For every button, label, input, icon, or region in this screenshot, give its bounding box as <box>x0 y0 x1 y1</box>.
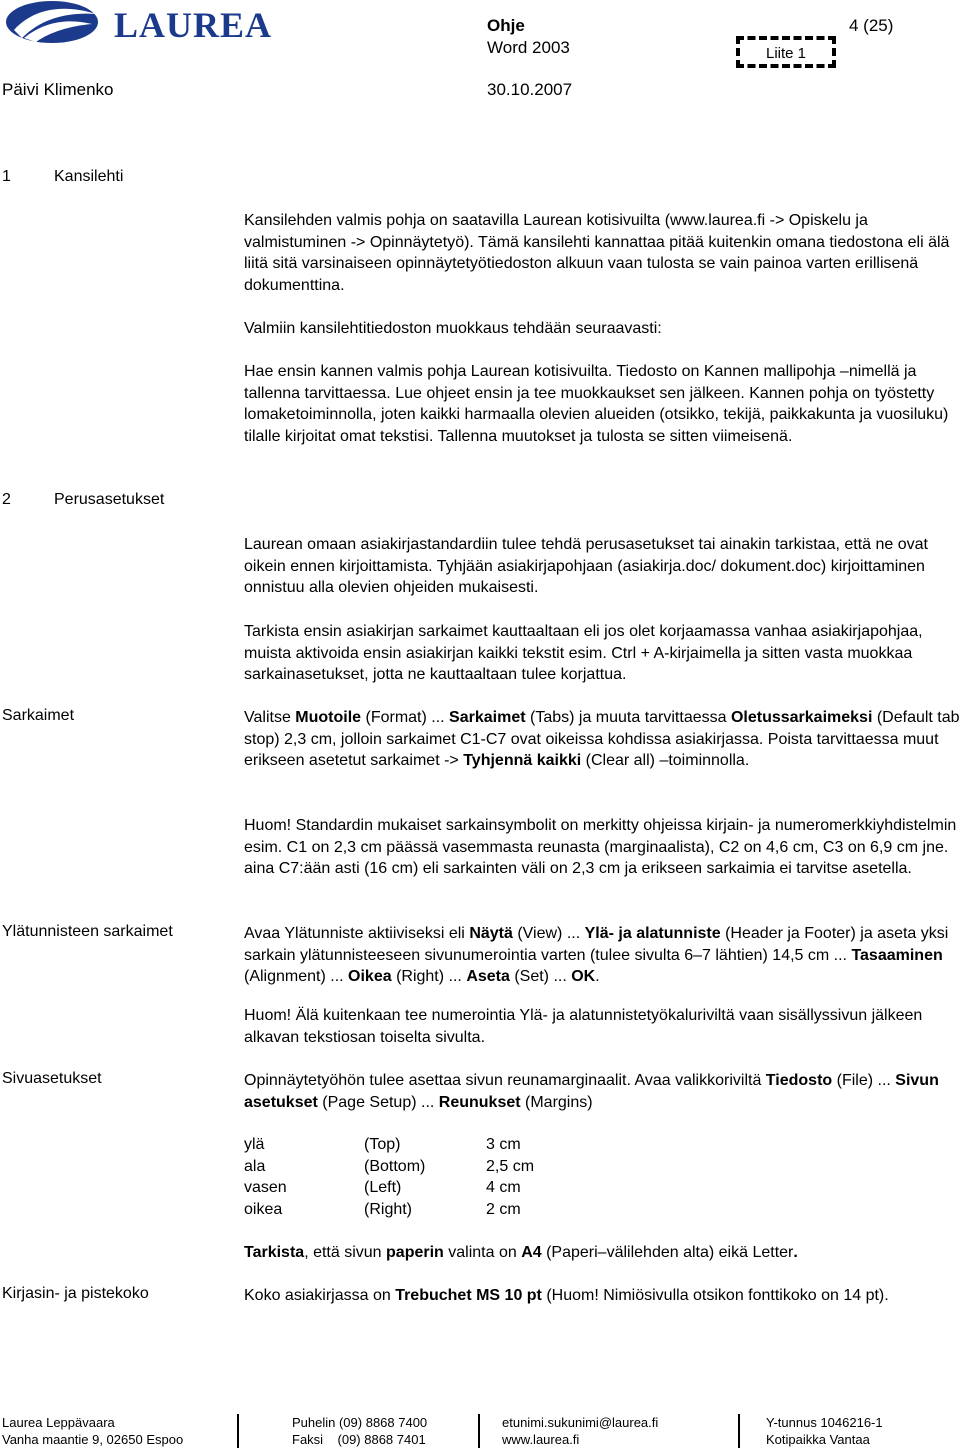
margin-en: (Top) <box>364 1136 401 1153</box>
author: Päivi Klimenko <box>2 80 114 99</box>
margin-name: ylä <box>244 1136 265 1153</box>
attachment-box: Liite 1 <box>736 36 836 68</box>
margin-value: 4 cm <box>486 1179 521 1197</box>
margin-en: (Left) <box>364 1179 402 1197</box>
paragraph-3: Hae ensin kannen valmis pohja Laurean kotisivuilta. Tiedosto on Kannen mallipohja –nimellä ja tallenna tarvittaessa. Lue ohjeet ensin ja tee muokkaukset sen jälkeen. Kannen pohja on työstetty lomaketoiminnolla, joten kaikki harmaalla olevien alueiden (otsikko, tekijä, paikkakunta ja vuosiluku) tilalle kirjoitat omat tekstisi. Tallenna muutokset ja tulosta se sitten viimeisenä. <box>244 363 949 445</box>
paragraph-2: Valmiin kansilehtitiedoston muokkaus tehdään seuraavasti: <box>244 320 662 337</box>
footer-business-id: Y-tunnus 1046216-1 Kotipaikka Vantaa <box>766 1415 883 1447</box>
footer-separator <box>738 1414 740 1448</box>
software-name: Word 2003 <box>487 38 570 57</box>
paragraph-4: Laurean omaan asiakirjastandardiin tulee tehdä perusasetukset tai ainakin tarkistaa, että ne ovat oikein ennen kirjoittamista. Tyhjään asiakirjapohjaan (asiakirja.doc/ dokument.doc) kirjoittaminen onnistuu alla olevien ohjeiden mukaisesti. <box>244 536 928 597</box>
doc-type: Ohje <box>487 16 525 35</box>
label-sarkaimet: Sarkaimet <box>2 707 75 724</box>
margin-en: (Right) <box>364 1200 413 1218</box>
footer-separator <box>478 1414 480 1448</box>
paragraph-6: Valitse Muotoile (Format) ... Sarkaimet (Tabs) ja muuta tarvittaessa Oletussarkaimeksi (Default tab stop) 2,3 cm, jolloin sarkaimet C1-C7 ovat oikeissa kohdissa asiakirjassa. Poista tarvittaessa muut erikseen asetetut sarkaimet -> Tyhjennä kaikki (Clear all) –toiminnolla. <box>244 709 960 770</box>
section-title: Kansilehti <box>54 168 124 185</box>
margin-row <box>244 1177 606 1199</box>
section-heading-2 <box>2 491 164 509</box>
paragraph-5: Tarkista ensin asiakirjan sarkaimet kauttaaltaan eli jos olet korjaamassa vanhaa asiakirjapohjaa, muista aktivoida ensin asiakirjan kaikki tekstit esim. Ctrl + A-kirjaimella ja sitten vasta muokkaa sarkainasetukset, jotta ne kauttaaltaan tulee korjattua. <box>244 623 923 684</box>
margin-row <box>244 1156 606 1178</box>
paragraph-1: Kansilehden valmis pohja on saatavilla Laurean kotisivuilta (www.laurea.fi -> Opiskelu ja valmistuminen -> Opinnäytetyö). Tämä kansilehti kannattaa pitää kuitenkin omana tiedostona eli älä liitä sitä varsinaiseen opinnäytetyötiedoston alkuun vaan tulosta se vain painoa varten erillisenä dokumenttina. <box>244 212 950 294</box>
paragraph-7: Huom! Standardin mukaiset sarkainsymbolit on merkitty ohjeissa kirjain- ja numeromerkkiyhdistelmin esim. C1 on 2,3 cm päässä vasemmasta reunasta (marginaalista), C2 on 4,6 cm, C3 on 6,9 cm jne. aina C7:ään asti (16 cm) eli sarkainten väli on 2,3 cm ja erikseen sarkaimia ei tarvitse asetella. <box>244 817 957 878</box>
footer-separator <box>237 1414 239 1448</box>
margin-value: 2,5 cm <box>486 1157 535 1175</box>
section-number: 1 <box>2 168 11 185</box>
section-number: 2 <box>2 491 11 508</box>
footer-address: Laurea Leppävaara Vanha maantie 9, 02650 Espoo <box>2 1415 184 1447</box>
footer-phone: Puhelin (09) 8868 7400 Faksi (09) 8868 7401 <box>292 1415 428 1447</box>
margin-name: vasen <box>244 1179 287 1197</box>
date: 30.10.2007 <box>487 80 573 99</box>
margin-name: ala <box>244 1157 266 1175</box>
section-heading-1 <box>2 168 123 186</box>
margin-en: (Bottom) <box>364 1157 426 1175</box>
paragraph-12: Koko asiakirjassa on Trebuchet MS 10 pt (Huom! Nimiösivulla otsikon fonttikoko on 14 pt). <box>244 1287 889 1304</box>
laurea-logo <box>4 0 273 46</box>
section-title: Perusasetukset <box>54 491 165 508</box>
label-ylatunnisteen-sarkaimet: Ylätunnisteen sarkaimet <box>2 923 173 940</box>
paragraph-11: Tarkista, että sivun paperin valinta on A4 (Paperi–välilehden alta) eikä Letter. <box>244 1244 798 1261</box>
paragraph-8: Avaa Ylätunniste aktiiviseksi eli Näytä (View) ... Ylä- ja alatunniste (Header ja Footer) ja aseta yksi sarkain ylätunnisteeseen sivunumerointia varten (tulee sivulta 6–7 lähtien) 14,5 cm ... Tasaaminen (Alignment) ... Oikea (Right) ... Aseta (Set) ... OK. <box>244 925 949 986</box>
paragraph-10: Opinnäytetyöhön tulee asettaa sivun reunamarginaalit. Avaa valikkoriviltä Tiedosto (File) ... Sivun asetukset (Page Setup) ... Reunukset (Margins) <box>244 1072 939 1111</box>
paragraph-9: Huom! Älä kuitenkaan tee numerointia Ylä- ja alatunnistetyökaluriviltä vaan sisällyssivun jälkeen alkavan tekstiosan toiselta sivulta. <box>244 1007 923 1046</box>
margin-value: 2 cm <box>486 1200 521 1218</box>
margin-name: oikea <box>244 1200 283 1218</box>
footer-contact: etunimi.sukunimi@laurea.fi www.laurea.fi <box>502 1415 659 1447</box>
page-number: 4 (25) <box>849 16 894 35</box>
label-sivuasetukset: Sivuasetukset <box>2 1070 102 1087</box>
margins-table <box>244 1134 606 1220</box>
margin-value: 3 cm <box>486 1136 521 1153</box>
label-kirjasin-ja-pistekoko: Kirjasin- ja pistekoko <box>2 1285 149 1302</box>
logo-text: LAUREA <box>114 5 273 45</box>
laurea-emblem-icon <box>4 0 104 46</box>
margin-row <box>244 1134 606 1156</box>
margin-row <box>244 1199 606 1221</box>
